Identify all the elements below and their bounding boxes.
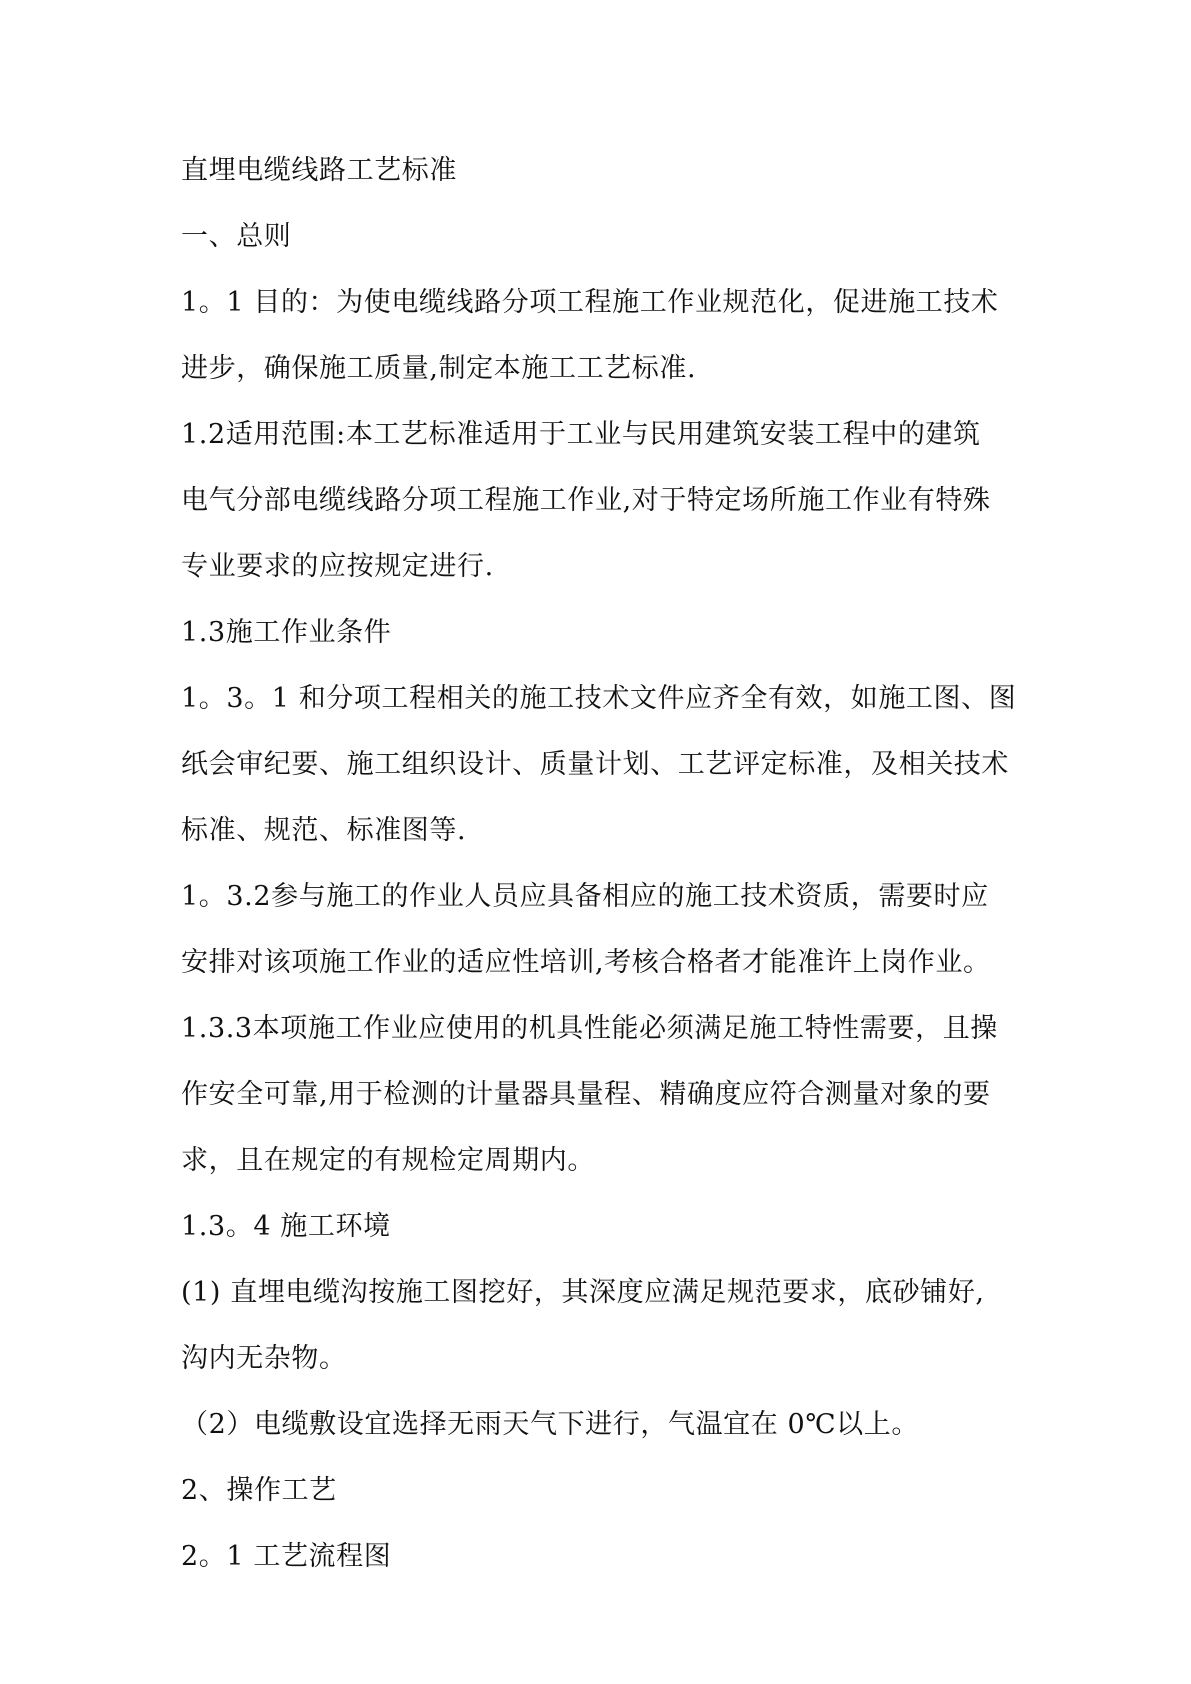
paragraph-line: 1.3.3本项施工作业应使用的机具性能必须满足施工特性需要，且操: [181, 1013, 998, 1044]
paragraph-line: 作安全可靠,用于检测的计量器具量程、精确度应符合测量对象的要: [181, 1079, 991, 1110]
paragraph-line: 1.2适用范围:本工艺标准适用于工业与民用建筑安装工程中的建筑: [181, 419, 981, 450]
paragraph-line: (1) 直埋电缆沟按施工图挖好，其深度应满足规范要求，底砂铺好,: [181, 1277, 985, 1308]
subsection-heading: 2。1 工艺流程图: [181, 1541, 392, 1572]
paragraph-line: 沟内无杂物。: [181, 1343, 347, 1374]
paragraph-line: 求，且在规定的有规检定周期内。: [181, 1145, 595, 1176]
subsection-heading: 1.3施工作业条件: [181, 617, 392, 648]
paragraph-line: 1。3。1 和分项工程相关的施工技术文件应齐全有效，如施工图、图: [181, 683, 1017, 714]
subsection-heading: 1.3。4 施工环境: [181, 1211, 391, 1242]
paragraph-line: 专业要求的应按规定进行.: [181, 551, 494, 582]
paragraph-line: 1。3.2参与施工的作业人员应具备相应的施工技术资质，需要时应: [181, 881, 989, 912]
paragraph-line: （2）电缆敷设宜选择无雨天气下进行，气温宜在 0℃以上。: [181, 1409, 919, 1440]
section-heading-general: 一、总则: [181, 221, 292, 252]
paragraph-line: 安排对该项施工作业的适应性培训,考核合格者才能准许上岗作业。: [181, 947, 991, 978]
paragraph-line: 电气分部电缆线路分项工程施工作业,对于特定场所施工作业有特殊: [181, 485, 991, 516]
paragraph-line: 纸会审纪要、施工组织设计、质量计划、工艺评定标准，及相关技术: [181, 749, 1009, 780]
paragraph-line: 进步，确保施工质量,制定本施工工艺标准.: [181, 353, 697, 384]
section-heading-operation: 2、操作工艺: [181, 1475, 337, 1506]
document-title: 直埋电缆线路工艺标准: [181, 155, 457, 186]
paragraph-line: 1。1 目的：为使电缆线路分项工程施工作业规范化，促进施工技术: [181, 287, 999, 318]
paragraph-line: 标准、规范、标准图等.: [181, 815, 467, 846]
